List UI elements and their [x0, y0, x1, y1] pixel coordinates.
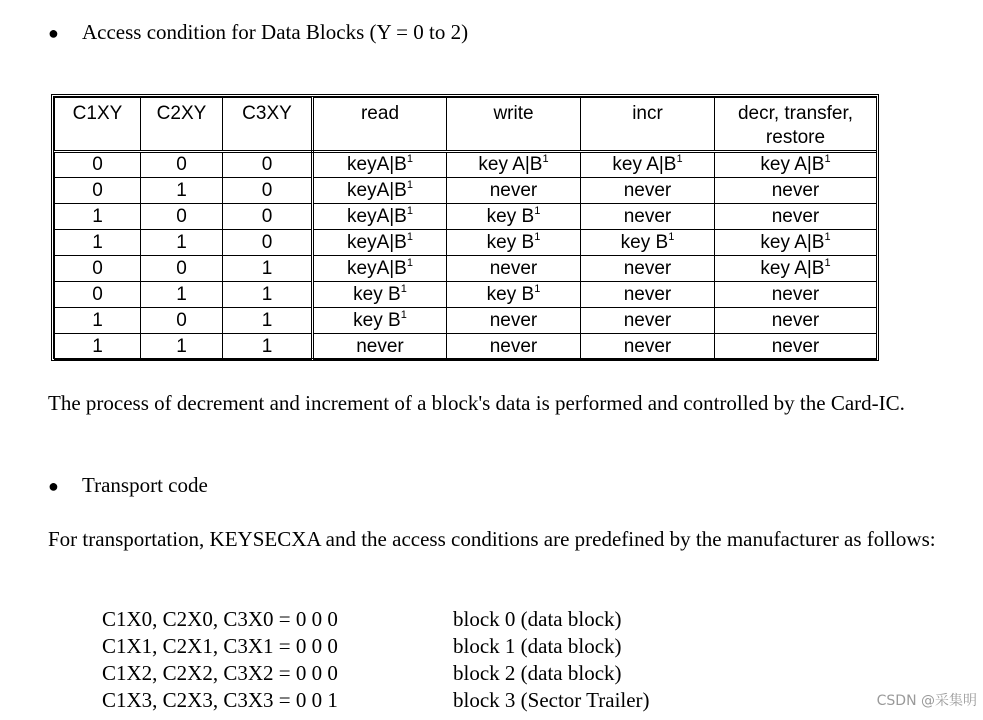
- list-item: [102, 606, 650, 633]
- list-item: [102, 687, 650, 714]
- table-cell: [313, 230, 447, 256]
- footnote-marker: 1: [406, 230, 413, 243]
- table-cell: [55, 308, 141, 334]
- footnote-marker: 1: [400, 282, 407, 295]
- cell-text: 1: [176, 179, 187, 201]
- cell-text: 0: [92, 283, 103, 305]
- table-cell: [55, 282, 141, 308]
- table-cell: [581, 204, 715, 230]
- table-cell: [447, 230, 581, 256]
- block-description: block 1 (data block): [453, 634, 622, 658]
- cell-text: never: [489, 257, 538, 279]
- cell-text: key B: [486, 205, 535, 227]
- table-cell: [715, 282, 877, 308]
- table-body: [55, 152, 877, 360]
- table-row: [55, 308, 877, 334]
- footnote-marker: 1: [406, 178, 413, 191]
- paragraph-decrement-increment: The process of decrement and increment of a block's data is performed and controlled by the Card-IC.: [48, 391, 905, 415]
- table-cell: [447, 152, 581, 178]
- table-cell: [715, 230, 877, 256]
- table-header-row: [55, 98, 877, 152]
- cell-text: 1: [92, 335, 103, 357]
- cell-text: never: [771, 309, 820, 331]
- table-cell: [223, 230, 313, 256]
- table-cell: [313, 178, 447, 204]
- cell-text: 1: [92, 205, 103, 227]
- cell-text: never: [623, 179, 672, 201]
- table-cell: [447, 256, 581, 282]
- table-header-cell: incr: [581, 98, 715, 152]
- cell-text: 0: [176, 257, 187, 279]
- access-condition-value: C1X1, C2X1, C3X1 = 0 0 0: [102, 634, 338, 658]
- access-condition-value: C1X3, C2X3, C3X3 = 0 0 1: [102, 688, 338, 712]
- cell-text: keyA|B: [347, 154, 407, 175]
- table-cell: [55, 204, 141, 230]
- access-condition-value: C1X0, C2X0, C3X0 = 0 0 0: [102, 607, 338, 631]
- table-cell: [223, 256, 313, 282]
- cell-text: 1: [176, 231, 187, 253]
- cell-text: never: [771, 179, 820, 201]
- table-cell: [313, 282, 447, 308]
- table-cell: [223, 152, 313, 178]
- footnote-marker: 1: [676, 153, 683, 165]
- table-cell: [223, 204, 313, 230]
- cell-text: 0: [92, 179, 103, 201]
- table-cell: [581, 178, 715, 204]
- cell-text: key A|B: [760, 257, 825, 279]
- table-cell: [55, 230, 141, 256]
- cell-text: 1: [261, 283, 273, 305]
- cell-text: never: [771, 283, 820, 305]
- table-row: [55, 282, 877, 308]
- cell-text: 0: [261, 154, 273, 175]
- table-cell: [313, 308, 447, 334]
- table-row: [55, 256, 877, 282]
- table-cell: [447, 282, 581, 308]
- table-cell: [313, 204, 447, 230]
- bullet-icon: ●: [48, 23, 59, 43]
- cell-text: 1: [176, 283, 187, 305]
- table-cell: [223, 178, 313, 204]
- footnote-marker: 1: [400, 308, 407, 321]
- heading-access-condition: Access condition for Data Blocks (Y = 0 to 2): [82, 20, 469, 44]
- table-cell: [715, 308, 877, 334]
- table-cell: [141, 152, 223, 178]
- transport-code-list: [102, 606, 650, 714]
- cell-text: 0: [261, 205, 273, 227]
- table-cell: [141, 204, 223, 230]
- table-cell: [141, 178, 223, 204]
- table-cell: [141, 256, 223, 282]
- cell-text: never: [771, 335, 820, 357]
- table-cell: [715, 178, 877, 204]
- table-cell: [55, 334, 141, 360]
- cell-text: 1: [261, 309, 273, 331]
- table-cell: [447, 334, 581, 360]
- table-cell: [581, 230, 715, 256]
- table-cell: [447, 204, 581, 230]
- footnote-marker: 1: [406, 153, 413, 165]
- table-cell: [313, 152, 447, 178]
- cell-text: never: [623, 283, 672, 305]
- table-cell: [223, 334, 313, 360]
- footnote-marker: 1: [406, 204, 413, 217]
- table-header-cell: read: [313, 98, 447, 152]
- cell-text: 0: [92, 257, 103, 279]
- cell-text: keyA|B: [347, 205, 407, 227]
- heading-transport-code: Transport code: [82, 473, 208, 497]
- block-description: block 2 (data block): [453, 661, 622, 685]
- table-cell: [223, 308, 313, 334]
- watermark: CSDN @采集明: [876, 693, 977, 709]
- table-cell: [55, 178, 141, 204]
- cell-text: key B: [486, 283, 535, 305]
- table-header-cell: C3XY: [223, 98, 313, 152]
- table-cell: [447, 178, 581, 204]
- footnote-marker: 1: [406, 256, 413, 269]
- footnote-marker: 1: [824, 230, 831, 243]
- table-cell: [141, 230, 223, 256]
- cell-text: never: [623, 205, 672, 227]
- block-description: block 0 (data block): [453, 607, 622, 631]
- bullet-heading-transport-code: [48, 473, 208, 498]
- table-header-cell: C2XY: [141, 98, 223, 152]
- cell-text: 0: [261, 231, 273, 253]
- cell-text: never: [623, 335, 672, 357]
- cell-text: 1: [176, 335, 187, 357]
- table-cell: [313, 256, 447, 282]
- table-cell: [141, 282, 223, 308]
- paragraph-transportation: For transportation, KEYSECXA and the access conditions are predefined by the manufacturer as follows:: [48, 527, 936, 551]
- table-cell: [55, 152, 141, 178]
- table-cell: [715, 152, 877, 178]
- table-header-cell: C1XY: [55, 98, 141, 152]
- table-cell: [447, 308, 581, 334]
- bullet-heading-access-condition: [48, 20, 468, 45]
- footnote-marker: 1: [824, 153, 831, 165]
- cell-text: 1: [92, 231, 103, 253]
- bullet-icon: ●: [48, 476, 59, 496]
- cell-text: key A|B: [478, 154, 543, 175]
- table-row: [55, 334, 877, 360]
- block-description: block 3 (Sector Trailer): [453, 688, 650, 712]
- cell-text: key B: [620, 231, 669, 253]
- footnote-marker: 1: [534, 204, 541, 217]
- table-cell: [581, 334, 715, 360]
- list-item: [102, 660, 650, 687]
- cell-text: 0: [176, 154, 187, 175]
- table-cell: [141, 334, 223, 360]
- cell-text: 0: [176, 205, 187, 227]
- table-cell: [313, 334, 447, 360]
- table-row: [55, 152, 877, 178]
- cell-text: never: [771, 205, 820, 227]
- table-cell: [223, 282, 313, 308]
- cell-text: 0: [261, 179, 273, 201]
- cell-text: key A|B: [760, 231, 825, 253]
- cell-text: 0: [92, 154, 103, 175]
- list-item: [102, 633, 650, 660]
- cell-text: key B: [353, 283, 401, 305]
- table-header-cell: write: [447, 98, 581, 152]
- table-cell: [141, 308, 223, 334]
- footnote-marker: 1: [668, 230, 675, 243]
- table-cell: [715, 204, 877, 230]
- cell-text: never: [356, 335, 404, 357]
- table-cell: [55, 256, 141, 282]
- table-cell: [581, 256, 715, 282]
- table-cell: [581, 308, 715, 334]
- table-cell: [581, 282, 715, 308]
- footnote-marker: 1: [534, 230, 541, 243]
- access-condition-value: C1X2, C2X2, C3X2 = 0 0 0: [102, 661, 338, 685]
- cell-text: keyA|B: [347, 257, 407, 279]
- cell-text: keyA|B: [347, 179, 407, 201]
- cell-text: key B: [353, 309, 401, 331]
- table-row: [55, 230, 877, 256]
- cell-text: 1: [92, 309, 103, 331]
- table-row: [55, 178, 877, 204]
- table-cell: [715, 256, 877, 282]
- cell-text: key A|B: [612, 154, 677, 175]
- cell-text: key A|B: [760, 154, 825, 175]
- cell-text: 1: [261, 335, 273, 357]
- table-row: [55, 204, 877, 230]
- table-cell: [715, 334, 877, 360]
- table-cell: [581, 152, 715, 178]
- cell-text: never: [623, 309, 672, 331]
- footnote-marker: 1: [534, 282, 541, 295]
- table-header-cell: decr, transfer, restore: [715, 98, 877, 152]
- cell-text: keyA|B: [347, 231, 407, 253]
- cell-text: 1: [261, 257, 273, 279]
- cell-text: never: [489, 179, 538, 201]
- cell-text: 0: [176, 309, 187, 331]
- footnote-marker: 1: [824, 256, 831, 269]
- cell-text: key B: [486, 231, 535, 253]
- cell-text: never: [489, 335, 538, 357]
- cell-text: never: [623, 257, 672, 279]
- cell-text: never: [489, 309, 538, 331]
- footnote-marker: 1: [542, 153, 549, 165]
- access-condition-table: [51, 94, 879, 361]
